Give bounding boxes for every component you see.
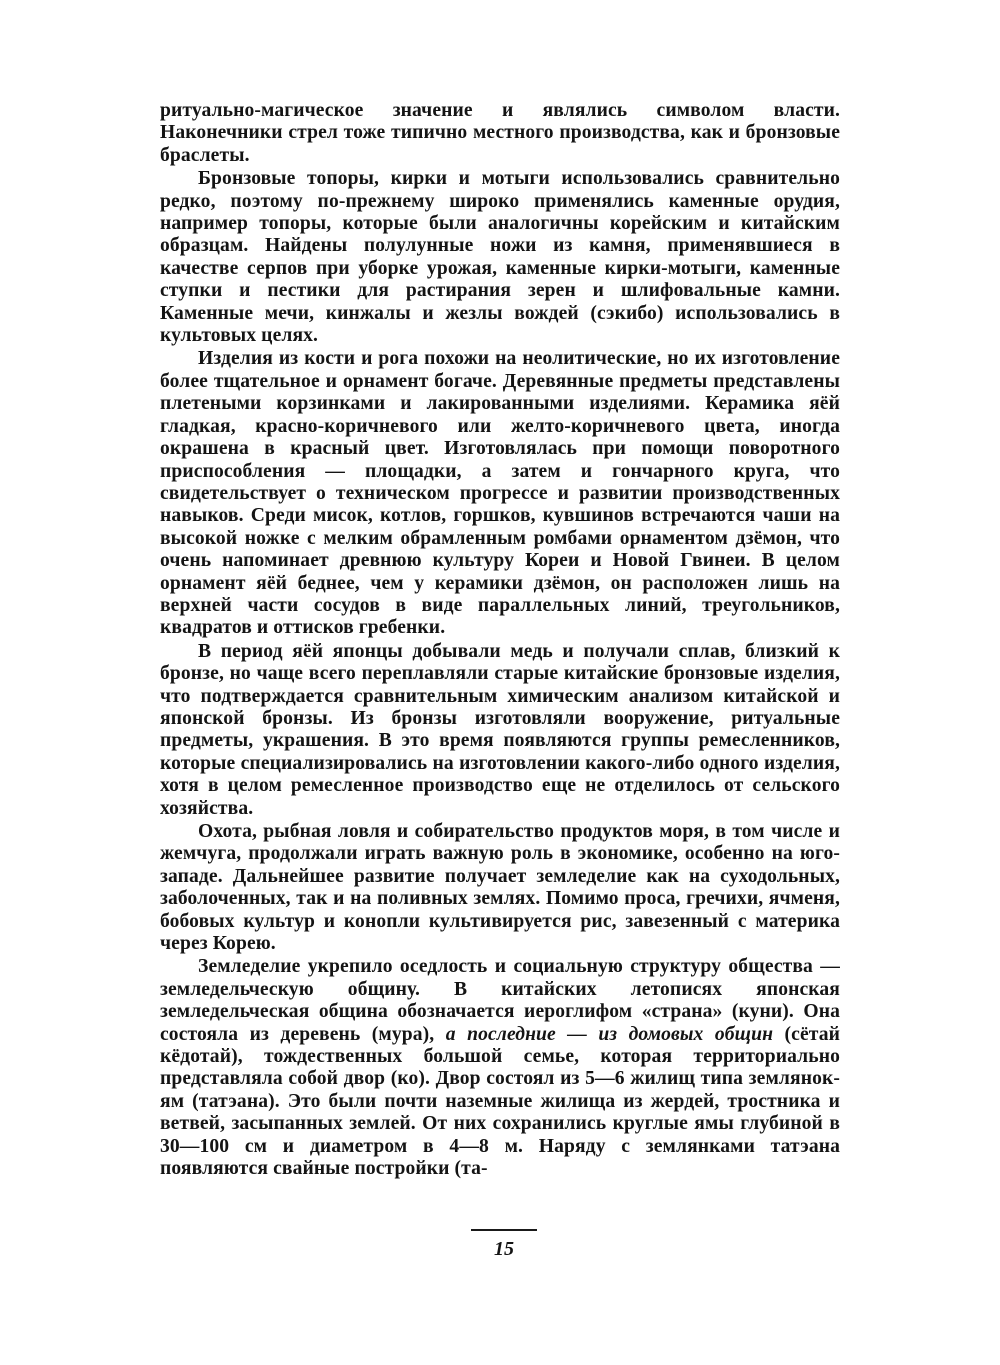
paragraph-4-text: В период яёй японцы добывали медь и получали сплав, близкий к бронзе, но чаще всего переплавляли старые китайские бронзовые изделия, что подтверждается сравнительным химическим анализом китайской и японской бронзы. Из бронзы изготовляли вооружение, ритуальные предметы, украшения. В это время появляются группы ремесленников, которые специализировались на изготовлении какого-либо одного изделия, хотя в целом ремесленное производство еще не отделилось от сельского хозяйства.: [160, 640, 840, 819]
paragraph-2: [160, 168, 840, 347]
paragraph-4: [160, 641, 840, 820]
footer-rule: [471, 1229, 537, 1231]
page-body: [160, 100, 840, 1181]
paragraph-6-text-a: Земледелие укрепило оседлость и социальную структуру общества — земледельческую общину. В китайских летописях японская земледельческая община обозначается иероглифом «страна» (куни). Она состояла из деревень (мура),: [160, 956, 840, 1045]
paragraph-1-text: ритуально-магическое значение и являлись символом власти. Наконечники стрел тоже типично местного производства, как и бронзовые браслеты.: [160, 100, 840, 166]
paragraph-3-text: Изделия из кости и рога похожи на неолитические, но их изготовление более тщательное и орнамент богаче. Деревянные предметы представлены плетеными корзинками и лакированными изделиями. Керамика яёй гладкая, красно-коричневого или желто-коричневого цвета, иногда окрашена в красный цвет. Изготовлялась при помощи поворотного приспособления — площадки, а затем и гончарного круга, что свидетельствует о техническом прогрессе и развитии производственных навыков. Среди мисок, котлов, горшков, кувшинов встречаются чаши на высокой ножке с мелким обрамленным ромбами орнаментом дзёмон, что очень напоминает древнюю культуру Кореи и Новой Гвинеи. В целом орнамент яёй беднее, чем у керамики дзёмон, он расположен лишь на верхней части сосудов в виде параллельных линий, треугольников, квадратов и оттисков гребенки.: [160, 348, 840, 639]
paragraph-5: [160, 821, 840, 955]
page-number: 15: [494, 1238, 514, 1260]
paragraph-6: [160, 956, 840, 1180]
paragraph-5-text: Охота, рыбная ловля и собирательство продуктов моря, в том числе и жемчуга, продолжали играть важную роль в экономике, особенно на юго-западе. Дальнейшее развитие получает земледелие как на суходольных, заболоченных, так и на поливных землях. Помимо проса, гречихи, ячменя, бобовых культур и конопли культивируется рис, завезенный с материка через Корею.: [160, 821, 840, 955]
paragraph-1: [160, 100, 840, 167]
paragraph-6-text-b: (сётай кёдотай), тождественных большой семье, которая территориально представляла собой двор (ко). Двор состоял из 5—6 жилищ типа землянок-ям (татэана). Это были почти наземные жилища из жердей, тростника и ветвей, засыпанных землей. От них сохранились круглые ямы глубиной в 30—100 см и диаметром в 4—8 м. Наряду с землянками татэана появляются свайные постройки (та-: [160, 1023, 840, 1180]
paragraph-3: [160, 348, 840, 639]
paragraph-6-italic-phrase: а последние — из домовых общин: [445, 1023, 774, 1045]
paragraph-2-text: Бронзовые топоры, кирки и мотыги использовались сравнительно редко, поэтому по-прежнему широко применялись каменные орудия, например топоры, которые были аналогичны корейским и китайским образцам. Найдены полулунные ножи из камня, применявшиеся в качестве серпов при уборке урожая, каменные кирки-мотыги, каменные ступки и пестики для растирания зерен и шлифовальные камни. Каменные мечи, кинжалы и жезлы вождей (сэкибо) использовались в культовых целях.: [160, 168, 840, 347]
